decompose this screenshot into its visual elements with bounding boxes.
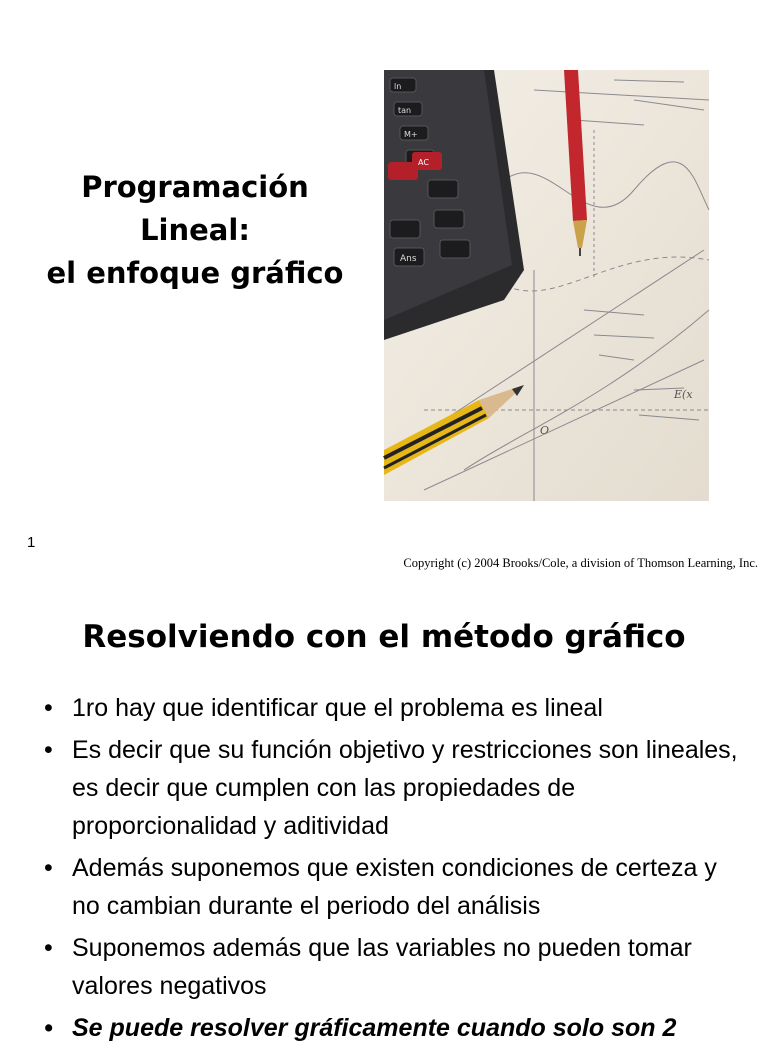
bullet-icon: • <box>44 934 53 962</box>
slide-title <box>40 166 350 295</box>
calc-key-ans: Ans <box>400 254 417 264</box>
slide-2 <box>0 585 768 1042</box>
list-item <box>40 849 740 925</box>
bullet-text: Suponemos además que las variables no pueden tomar valores negativos <box>72 934 692 1000</box>
bullet-icon: • <box>44 854 53 882</box>
bullet-text: Además suponemos que existen condiciones de certeza y no cambian durante el periodo del análisis <box>72 854 717 920</box>
list-item <box>40 731 740 845</box>
slide-title: Resolviendo con el método gráfico <box>82 619 686 655</box>
calc-key-ac: AC <box>418 158 429 167</box>
bullet-icon: • <box>44 736 53 764</box>
bullet-list <box>40 689 740 1051</box>
axis-origin-label: O <box>540 424 550 437</box>
list-item <box>40 1009 740 1047</box>
calculator-photo <box>384 70 709 501</box>
copyright-notice: Copyright (c) 2004 Brooks/Cole, a division of Thomson Learning, Inc. <box>403 556 758 570</box>
bullet-text: 1ro hay que identificar que el problema es lineal <box>72 694 603 722</box>
calc-key-m: M+ <box>404 130 418 139</box>
list-item <box>40 689 740 727</box>
calc-key-tan: tan <box>398 106 412 115</box>
slide-number: 1 <box>27 534 36 551</box>
title-line-3: el enfoque gráfico <box>46 256 344 290</box>
axis-e-label: E(x <box>674 388 693 401</box>
title-line-1: Programación <box>81 170 309 204</box>
list-item <box>40 929 740 1005</box>
title-line-2: Lineal: <box>140 213 250 247</box>
bullet-text: Se puede resolver gráficamente cuando solo son 2 <box>72 1014 677 1042</box>
calc-key-ln: ln <box>394 82 402 91</box>
bullet-text: Es decir que su función objetivo y restricciones son lineales, es decir que cumplen con las propiedades de proporcionalidad y aditividad <box>72 736 738 840</box>
bullet-icon: • <box>44 694 53 722</box>
bullet-icon: • <box>44 1014 53 1042</box>
